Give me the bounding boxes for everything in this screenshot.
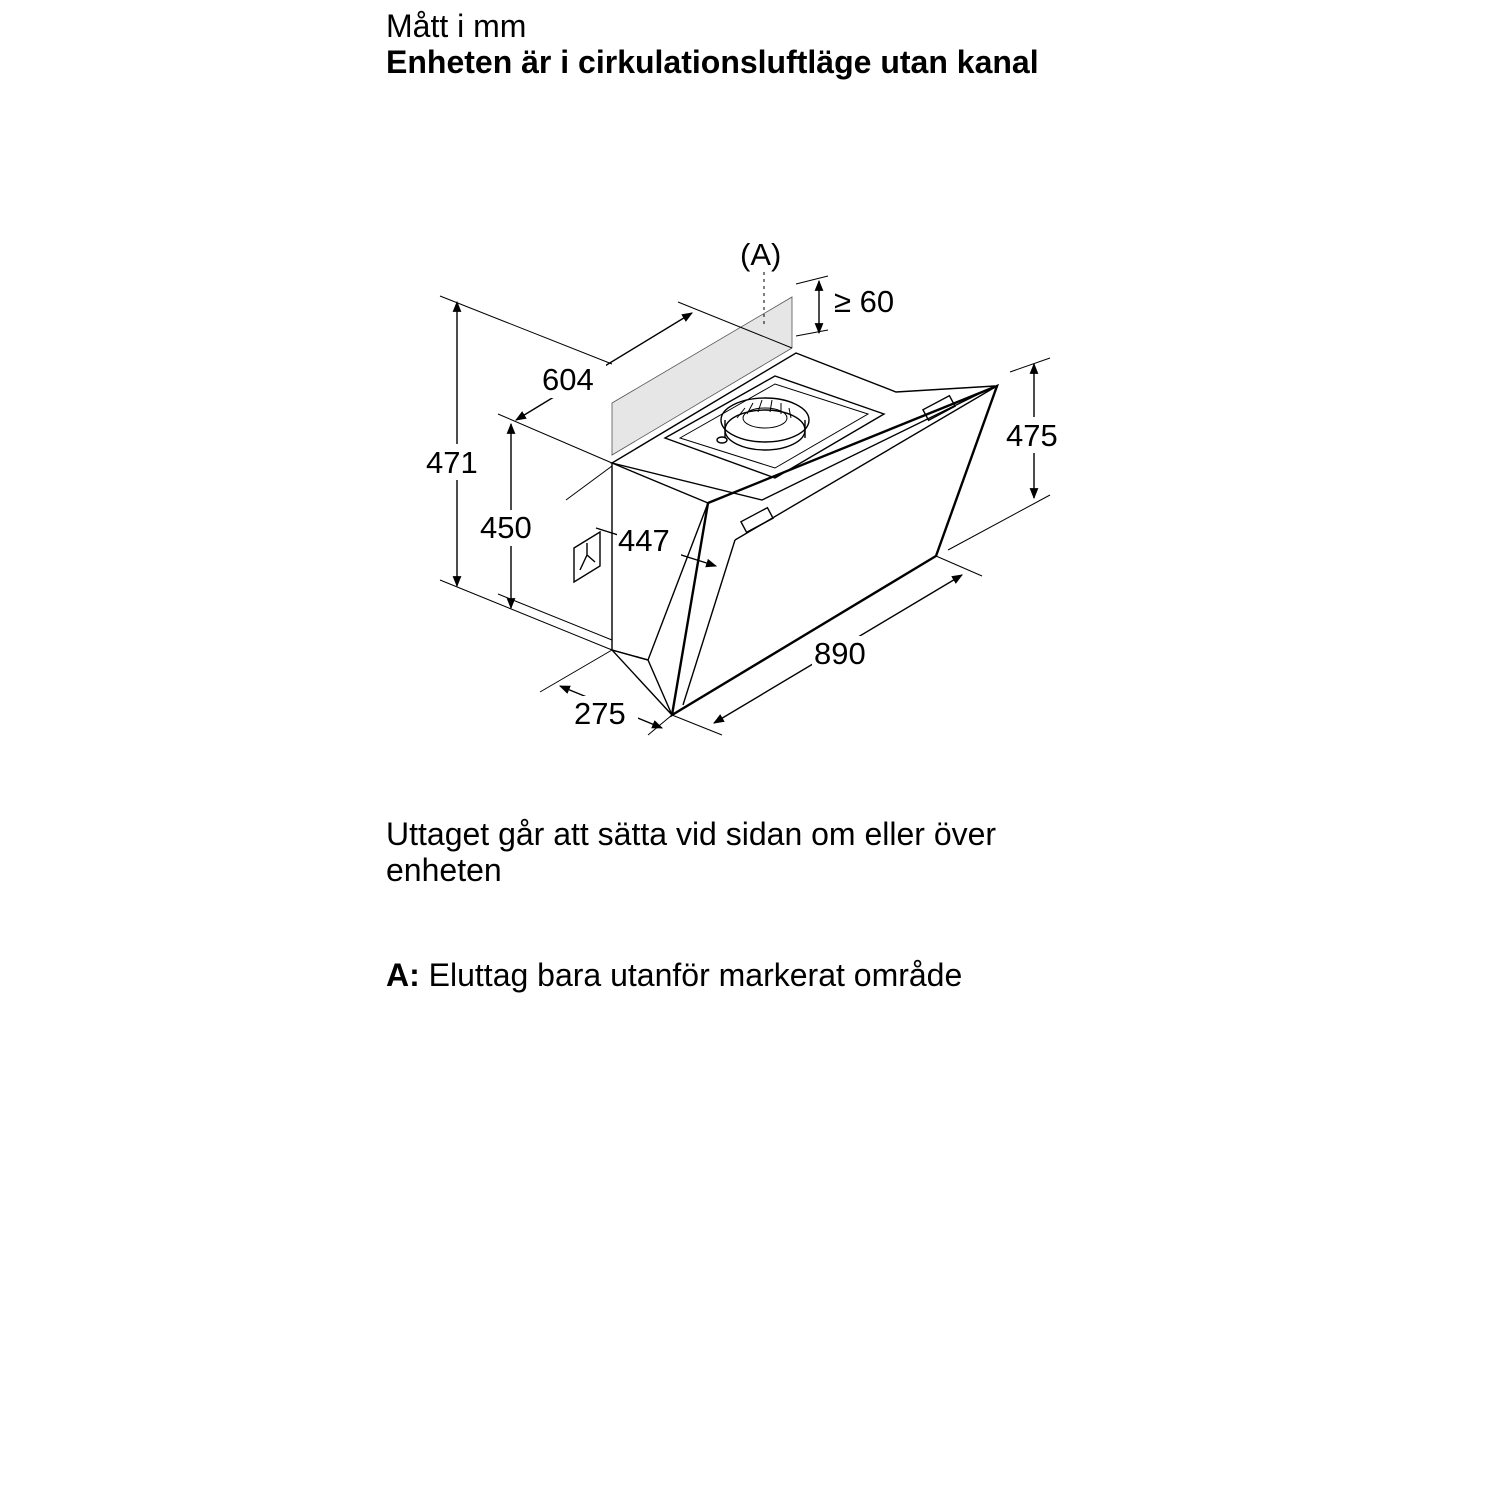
legend-line — [386, 957, 962, 993]
outlet-zone-label: (A) — [740, 237, 782, 272]
dim-min-clearance: ≥ 60 — [834, 284, 895, 319]
legend-key: A: — [386, 957, 420, 993]
dim-height-total: 471 — [426, 445, 478, 480]
dim-width-total: 890 — [814, 636, 866, 671]
dim-depth-bottom: 275 — [574, 696, 626, 731]
fan-icon — [717, 398, 809, 450]
electrical-outlet-icon — [574, 532, 600, 582]
dim-height-front: 475 — [1006, 418, 1058, 453]
dim-height-body: 450 — [480, 510, 532, 545]
hood-left-side — [612, 463, 708, 660]
glass-inner-edge — [683, 540, 735, 705]
unit-caption: Mått i mm — [386, 8, 527, 44]
legend-text: Eluttag bara utanför markerat område — [428, 957, 963, 993]
outlet-restricted-zone — [612, 297, 792, 455]
mode-title: Enheten är i cirkulationsluftläge utan kanal — [386, 44, 1039, 80]
dim-width-top: 604 — [542, 362, 594, 397]
outlet-placement-note: Uttaget går att sätta vid sidan om eller över enheten — [386, 816, 997, 888]
dim-depth-mid: 447 — [618, 523, 670, 558]
